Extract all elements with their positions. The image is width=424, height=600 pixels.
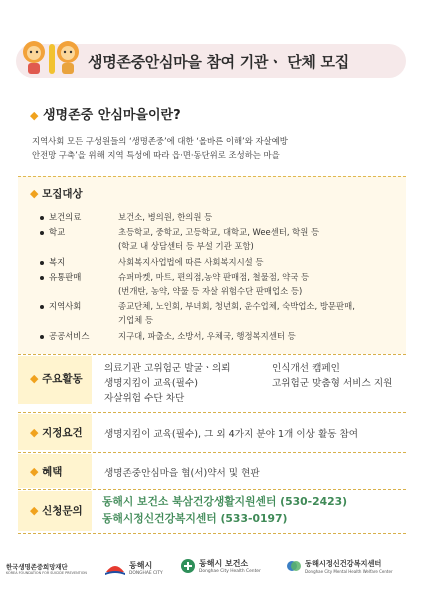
category-value: (학교 내 상담센터 등 부설 기관 포함) bbox=[118, 241, 254, 251]
divider bbox=[18, 489, 406, 490]
benefits-label: ◆ 혜택 bbox=[30, 465, 63, 478]
bullet-dot-icon bbox=[40, 231, 44, 235]
logo-subtext: Donghae City Mental Health Welfare Center bbox=[305, 568, 393, 574]
contact-line: 동해시 보건소 북삼건강생활지원센터 (530-2423) bbox=[102, 495, 348, 508]
diamond-icon: ◆ bbox=[30, 109, 39, 122]
requirements-label: ◆ 지정요건 bbox=[30, 426, 83, 439]
diamond-icon: ◆ bbox=[30, 372, 39, 385]
divider bbox=[18, 533, 406, 534]
activity-item: 의료기관 고위험군 발굴ㆍ의뢰 bbox=[104, 363, 231, 374]
category-label: 유통판매 bbox=[40, 271, 81, 283]
logo-mental-health-center bbox=[286, 558, 393, 574]
benefits-text: 생명존중안심마을 협(서)약서 및 현판 bbox=[104, 468, 260, 479]
logo-text: 동해시정신건강복지센터 bbox=[305, 558, 382, 568]
activity-item: 인식개선 캠페인 bbox=[272, 363, 340, 374]
diamond-icon: ◆ bbox=[30, 426, 39, 439]
bullet-dot-icon bbox=[40, 335, 44, 339]
category-label: 공공서비스 bbox=[40, 330, 89, 342]
mascot-illustration bbox=[20, 34, 82, 78]
activities-label: ◆ 주요활동 bbox=[30, 372, 83, 385]
logo-suicide-prevention-foundation bbox=[6, 562, 87, 575]
recruit-heading-text: 모집대상 bbox=[42, 188, 83, 200]
divider bbox=[18, 452, 406, 453]
intro-description bbox=[32, 134, 372, 162]
donghae-city-emblem-icon bbox=[104, 558, 126, 578]
contact-line: 동해시정신건강복지센터 (533-0197) bbox=[102, 512, 288, 525]
logo-subtext: KOREA FOUNDATION FOR SUICIDE PREVENTION bbox=[6, 571, 87, 575]
recruit-heading bbox=[30, 186, 83, 201]
divider bbox=[18, 354, 406, 355]
health-center-emblem-icon bbox=[180, 558, 196, 574]
category-value: 슈퍼마켓, 마트, 편의점,농약 판매점, 철물점, 약국 등 bbox=[118, 272, 310, 282]
category-value: 기업체 등 bbox=[118, 315, 154, 325]
category-value: 종교단체, 노인회, 부녀회, 청년회, 운수업체, 숙박업소, 방문판매, bbox=[118, 301, 355, 311]
activity-item: 고위험군 맞춤형 서비스 지원 bbox=[272, 378, 393, 389]
logo-subtext: Donghae City Health Center bbox=[199, 569, 261, 574]
category-value: 보건소, 병의원, 한의원 등 bbox=[118, 212, 213, 222]
category-label: 복지 bbox=[40, 256, 65, 268]
intro-line-2: 안전망 구축’을 위해 지역 특성에 따라 읍·면·동단위로 조성하는 마을 bbox=[32, 150, 280, 160]
divider bbox=[18, 412, 406, 413]
diamond-icon: ◆ bbox=[30, 504, 39, 517]
page-title: 생명존중안심마을 참여 기관ㆍ 단체 모집 bbox=[88, 53, 349, 71]
intro-heading bbox=[30, 104, 181, 123]
bullet-dot-icon bbox=[40, 276, 44, 280]
mental-health-center-emblem-icon bbox=[286, 558, 302, 574]
activity-item: 자살위험 수단 차단 bbox=[104, 393, 185, 404]
bullet-dot-icon bbox=[40, 261, 44, 265]
activity-item: 생명지킴이 교육(필수) bbox=[104, 378, 198, 389]
requirements-text: 생명지킴이 교육(필수), 그 외 4가지 분야 1개 이상 활동 참여 bbox=[104, 429, 359, 440]
intro-line-1: 지역사회 모든 구성원들의 ‘생명존중’에 대한 ‘올바른 이해’와 자살예방 bbox=[32, 136, 288, 146]
logo-subtext: DONGHAE CITY bbox=[129, 571, 163, 576]
logo-donghae-city bbox=[104, 558, 163, 578]
logo-donghae-health-center bbox=[180, 558, 261, 574]
category-label: 학교 bbox=[40, 226, 65, 238]
bullet-dot-icon bbox=[40, 216, 44, 220]
footer-logos bbox=[0, 552, 424, 592]
category-value: (번개탄, 농약, 약물 등 자살 위험수단 판매업소 등) bbox=[118, 286, 303, 296]
apply-label: ◆ 신청문의 bbox=[30, 504, 83, 517]
intro-heading-text: 생명존중 안심마을이란? bbox=[43, 108, 181, 123]
diamond-icon: ◆ bbox=[30, 465, 39, 478]
logo-text: 동해시 보건소 bbox=[199, 559, 249, 568]
category-label: 보건의료 bbox=[40, 211, 81, 223]
category-value: 초등학교, 중학교, 고등학교, 대학교, Wee센터, 학원 등 bbox=[118, 227, 320, 237]
category-value: 지구대, 파출소, 소방서, 우체국, 행정복지센터 등 bbox=[118, 331, 296, 341]
logo-text: 동해시 bbox=[129, 561, 153, 570]
logo-text: 한국생명존중희망재단 bbox=[6, 563, 68, 571]
bullet-dot-icon bbox=[40, 305, 44, 309]
category-value: 사회복지사업법에 따른 사회복지시설 등 bbox=[118, 257, 264, 267]
diamond-icon: ◆ bbox=[30, 187, 39, 200]
category-label: 지역사회 bbox=[40, 300, 81, 312]
